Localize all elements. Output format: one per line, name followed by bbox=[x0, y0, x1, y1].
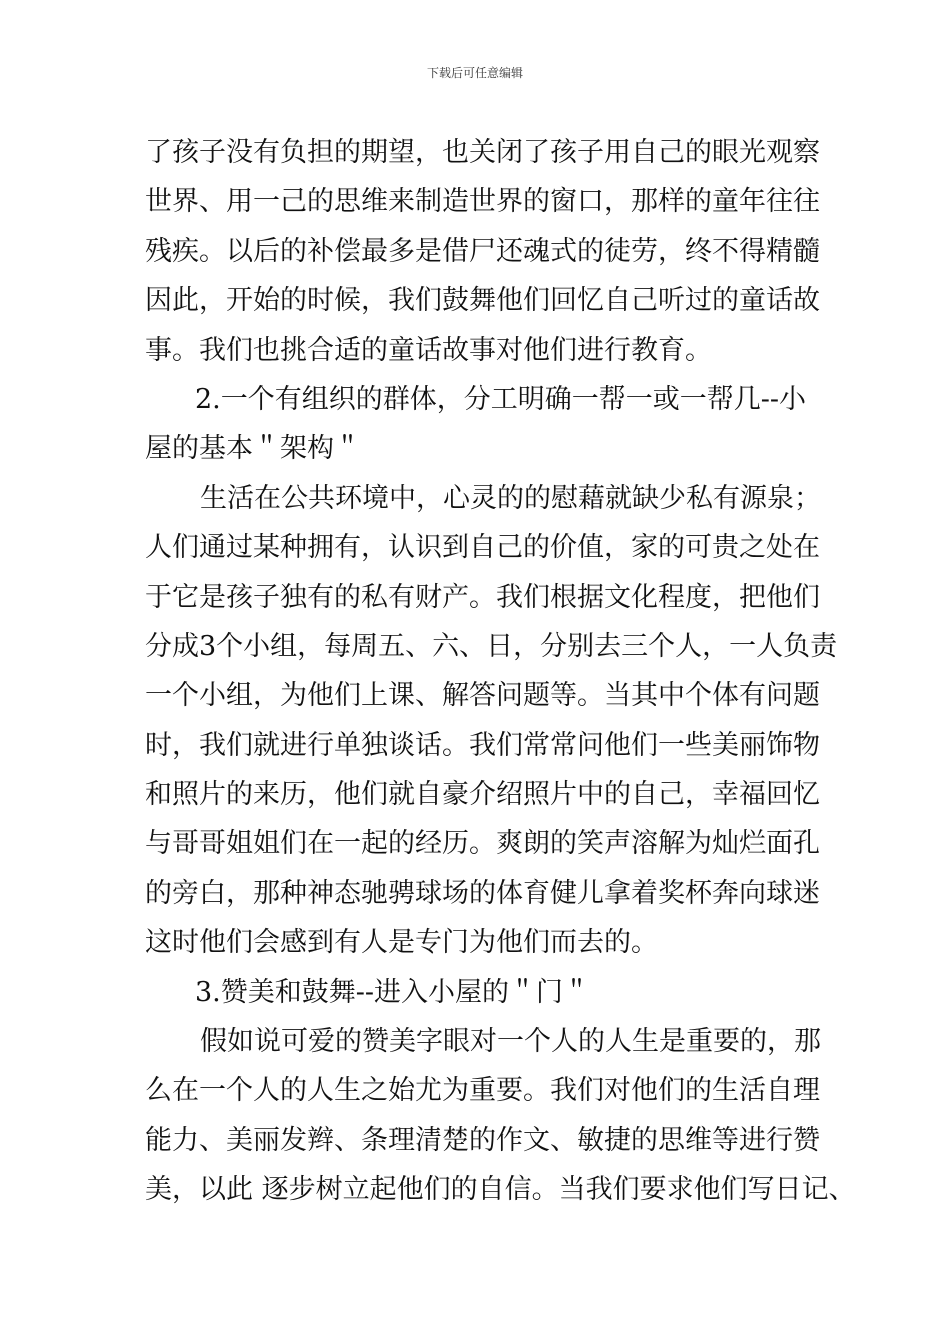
text-line-14: 和照片的来历，他们就自豪介绍照片中的自己，幸福回忆 bbox=[145, 779, 820, 811]
text-line-2: 世界、用一己的思维来制造世界的窗口，那样的童年往往 bbox=[145, 186, 820, 218]
text-line-13: 时，我们就进行单独谈话。我们常常问他们一些美丽饰物 bbox=[145, 729, 820, 761]
section-heading-3: 3.赞美和鼓舞--进入小屋的＂门＂ bbox=[195, 976, 591, 1008]
text-line-10: 于它是孩子独有的私有财产。我们根据文化程度，把他们 bbox=[145, 581, 820, 613]
text-line-5: 事。我们也挑合适的童话故事对他们进行教育。 bbox=[145, 334, 712, 366]
text-line-11: 分成3个小组，每周五、六、日，分别去三个人，一人负责 bbox=[145, 630, 838, 662]
text-line-3: 残疾。以后的补偿最多是借尸还魂式的徒劳，终不得精髓 bbox=[145, 235, 820, 267]
text-line-17: 这时他们会感到有人是专门为他们而去的。 bbox=[145, 927, 658, 959]
text-line-7: 屋的基本＂架构＂ bbox=[145, 433, 361, 465]
text-line-1: 了孩子没有负担的期望，也关闭了孩子用自己的眼光观察 bbox=[145, 137, 820, 168]
text-line-20: 么在一个人的人生之始尤为重要。我们对他们的生活自理 bbox=[145, 1075, 820, 1107]
page-header: 下载后可任意编辑 bbox=[426, 66, 523, 80]
text-line-15: 与哥哥姐姐们在一起的经历。爽朗的笑声溶解为灿烂面孔 bbox=[145, 828, 820, 860]
document-body bbox=[145, 128, 856, 1215]
paragraph-start-8: 生活在公共环境中，心灵的的慰藉就缺少私有源泉； bbox=[200, 482, 821, 514]
section-heading-2: 2.一个有组织的群体，分工明确一帮一或一帮几--小 bbox=[195, 383, 807, 415]
text-line-22: 美，以此 逐步树立起他们的自信。当我们要求他们写日记、 bbox=[145, 1174, 856, 1206]
text-line-12: 一个小组，为他们上课、解答问题等。当其中个体有问题 bbox=[145, 680, 820, 712]
text-line-21: 能力、美丽发辫、条理清楚的作文、敏捷的思维等进行赞 bbox=[145, 1124, 820, 1156]
text-line-4: 因此，开始的时候，我们鼓舞他们回忆自己听过的童话故 bbox=[145, 285, 820, 317]
text-line-9: 人们通过某种拥有，认识到自己的价值，家的可贵之处在 bbox=[145, 532, 820, 564]
text-line-16: 的旁白，那种神态驰骋球场的体育健儿拿着奖杯奔向球迷 bbox=[145, 877, 820, 909]
paragraph-start-19: 假如说可爱的赞美字眼对一个人的人生是重要的，那 bbox=[200, 1026, 821, 1058]
